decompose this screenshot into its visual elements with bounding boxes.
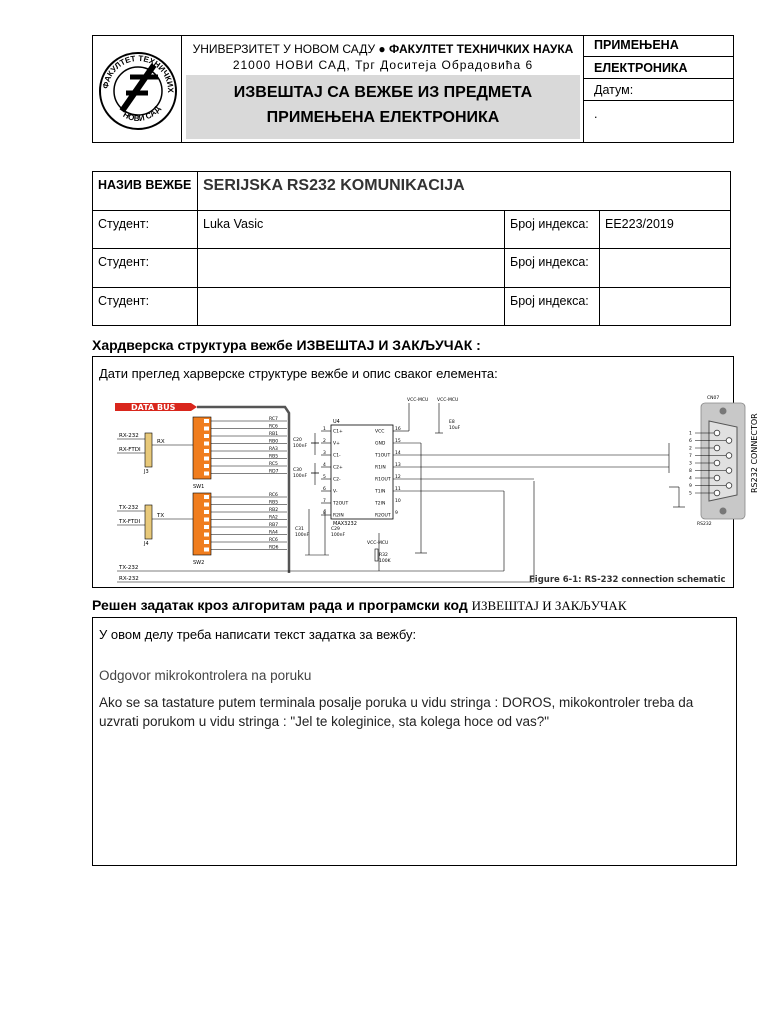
faculty-logo: [92, 35, 182, 143]
ic-pin-number: 2: [323, 439, 326, 444]
bus-line-label: RB5: [269, 500, 279, 506]
db9-pin-number: 8: [689, 469, 692, 474]
bus-line-label: RC6: [269, 493, 278, 499]
bus-line-label: RA2: [269, 515, 278, 521]
student-name: Luka Vasic: [198, 211, 505, 249]
student-row: [93, 249, 731, 288]
switch-label: SW1: [193, 484, 205, 490]
db9-pin: [726, 483, 732, 489]
ic-pin-name: VCC: [375, 429, 385, 435]
date-value: .: [594, 107, 598, 121]
ic-pin-number: 10: [395, 499, 401, 504]
switch-key: [204, 548, 209, 552]
switch-key: [204, 518, 209, 522]
db9-pin-number: 5: [689, 491, 692, 497]
index-label: Број индекса:: [505, 211, 600, 249]
switch-key: [204, 457, 209, 461]
report-title-line2: ПРИМЕЊЕНА ЕЛЕКТРОНИКА: [266, 109, 500, 126]
index-label: Број индекса:: [505, 249, 600, 288]
logo-text-bottom: НОВИ САД: [121, 104, 163, 124]
vcc-label: VCC-MCU: [407, 398, 429, 403]
student-row: [93, 288, 731, 326]
student-label: Студент:: [93, 211, 198, 249]
faculty-name: ФАКУЛТЕТ ТЕХНИЧКИХ НАУКА: [389, 42, 574, 56]
report-title-box: [186, 75, 580, 139]
exercise-name-value: SERIJSKA RS232 KOMUNIKACIJA: [198, 172, 731, 211]
university-line: [182, 42, 584, 56]
date-label: Датум:: [584, 79, 734, 101]
student-name: [198, 288, 505, 326]
index-value: [600, 249, 731, 288]
bus-line-label: RC6: [269, 538, 278, 544]
db9-pin: [726, 453, 732, 459]
ic-pin-name: R2OUT: [375, 513, 391, 519]
ic-pin-number: 12: [395, 475, 401, 480]
db9-pin: [714, 430, 720, 436]
index-value: [600, 288, 731, 326]
db9-pin: [714, 445, 720, 451]
rs232-schematic: [109, 393, 759, 587]
bus-line-label: RB0: [269, 439, 279, 445]
student-label: Студент:: [93, 288, 198, 326]
db9-pin-number: 3: [689, 461, 692, 467]
db9-pin-number: 1: [689, 431, 692, 437]
ic-pin-number: 16: [395, 427, 401, 432]
switch-sw1: [193, 417, 211, 479]
cap-label: 100nF: [295, 533, 310, 538]
bus-line-label: RA3: [269, 447, 278, 453]
cap-label: 100nF: [331, 533, 346, 538]
solution-section-title: [92, 597, 627, 614]
data-bus-label: DATA BUS: [131, 403, 176, 412]
switch-key: [204, 510, 209, 514]
address: 21000 НОВИ САД, Трг Доситеја Обрадовића 6: [232, 58, 534, 72]
logo-text-top: ФАКУЛТЕТ ТЕХНИЧКИХ: [100, 53, 176, 93]
bus-line-label: RC5: [269, 462, 278, 468]
report-title-line1: ИЗВЕШТАЈ СА ВЕЖБЕ ИЗ ПРЕДМЕТА: [233, 84, 533, 101]
ic-pin-name: C1-: [333, 453, 341, 459]
ic-pin-number: 15: [395, 439, 401, 444]
ic-pin-number: 6: [323, 487, 326, 492]
ic-pin-number: 7: [323, 499, 326, 504]
ic-pin-name: T1IN: [375, 489, 386, 495]
jumper-j4: [145, 505, 152, 539]
switch-key: [204, 419, 209, 423]
ic-pin-number: 8: [323, 511, 326, 516]
ic-pin-number: 14: [395, 451, 401, 456]
solution-box: [92, 617, 737, 866]
switch-key: [204, 442, 209, 446]
cap-label: 100nF: [293, 474, 308, 479]
student-row: [93, 211, 731, 249]
cap-label: 100nF: [293, 444, 308, 449]
rx-label: RX-FTDI: [119, 447, 141, 453]
hardware-section-title: Хардверска структура вежбе ИЗВЕШТАЈ И ЗАКЉУЧАК :: [92, 337, 481, 353]
ic-pin-number: 5: [323, 475, 326, 480]
db9-pin-number: 7: [689, 454, 692, 459]
db9-pin-number: 6: [689, 439, 692, 444]
ic-pin-name: T1OUT: [375, 453, 391, 459]
header-right: [584, 35, 734, 143]
db9-pin: [714, 490, 720, 496]
solution-body: Ako se sa tastature putem terminala posalje poruka u vidu stringa : DOROS, mikokontroler treba da uzvrati porukom u vidu stringa : "Jel te koleginice, sta kolega hoce od vas?": [99, 695, 694, 729]
vcc-label-2: VCC-MCU: [437, 398, 459, 403]
ic-pin-number: 11: [395, 487, 401, 492]
exercise-info-table: [92, 171, 731, 326]
hardware-box: [92, 356, 759, 588]
res-label: 100K: [379, 559, 391, 564]
svg-text:ФАКУЛТЕТ ТЕХНИЧКИХ НАУКА: [92, 35, 175, 94]
db9-pin: [714, 475, 720, 481]
vcc-label-3: VCC-MCU: [367, 541, 389, 546]
ic-part: MAX3232: [333, 521, 357, 527]
switch-key: [204, 472, 209, 476]
bus-line-label: RB7: [269, 523, 279, 529]
ic-pin-name: C1+: [333, 429, 343, 435]
solution-title-suffix: ИЗВЕШТАЈ И ЗАКЉУЧАК: [471, 598, 627, 613]
bus-line-label: RB2: [269, 508, 279, 514]
subject-line1: ПРИМЕЊЕНА: [584, 35, 734, 57]
subject-line2: ЕЛЕКТРОНИКА: [584, 57, 734, 79]
ic-pin-name: V-: [333, 489, 338, 495]
switch-key: [204, 464, 209, 468]
ic-pin-name: C2+: [333, 465, 343, 471]
db9-pin: [726, 438, 732, 444]
cap-label: C30: [293, 468, 302, 473]
ic-pin-name: GND: [375, 441, 386, 447]
ic-pin-name: V+: [333, 441, 340, 447]
switch-key: [204, 449, 209, 453]
hardware-prompt: Дати преглед харверске структуре вежбе и опис сваког елемента:: [99, 366, 498, 381]
rx-tag: RX: [157, 439, 165, 445]
tx-tag: TX: [157, 513, 165, 519]
switch-key: [204, 525, 209, 529]
connector-part: RS232: [697, 522, 712, 527]
bus-line-label: RC7: [269, 417, 278, 423]
jumper-label: J3: [144, 469, 149, 475]
switch-key: [204, 503, 209, 507]
jumper-j3: [145, 433, 152, 467]
ic-pin-name: C2-: [333, 477, 341, 483]
figure-caption: Figure 6-1: RS-232 connection schematic: [529, 575, 726, 585]
cap-label: 10uF: [449, 426, 461, 431]
connector-ref: CN07: [707, 396, 720, 401]
bus-line-label: RB5: [269, 454, 279, 460]
ic-pin-name: R1OUT: [375, 477, 391, 483]
ic-pin-number: 3: [323, 451, 326, 456]
cap-label: C29: [331, 527, 340, 532]
switch-key: [204, 540, 209, 544]
ic-pin-number: 4: [323, 463, 326, 468]
db9-pin: [726, 468, 732, 474]
ic-ref: U4: [333, 419, 340, 425]
switch-key: [204, 434, 209, 438]
switch-key: [204, 495, 209, 499]
cap-label: E8: [449, 420, 455, 425]
db9-pin: [714, 460, 720, 466]
bus-line-label: RD7: [269, 469, 279, 475]
db9-pin-number: 2: [689, 446, 692, 452]
solution-subtitle: Odgovor mikrokontrolera na poruku: [99, 668, 312, 683]
student-name: [198, 249, 505, 288]
ic-pin-number: 1: [323, 427, 326, 432]
db9-pin-number: 4: [689, 476, 692, 482]
exercise-name-label: НАЗИВ ВЕЖБЕ: [93, 172, 198, 211]
university-name: УНИВЕРЗИТЕТ У НОВОМ САДУ ●: [192, 42, 386, 56]
connector-label: RS232 CONNECTOR: [750, 413, 759, 493]
bottom-label: TX-232: [119, 565, 139, 571]
rx-label: RX-232: [119, 433, 139, 439]
ic-pin-name: R1IN: [375, 465, 386, 471]
cap-label: C31: [295, 527, 304, 532]
bottom-label: RX-232: [119, 576, 139, 582]
tx-label: TX-FTDI: [119, 519, 141, 525]
solution-title-main: Решен задатак кроз алгоритам рада и програмски код: [92, 597, 468, 613]
bus-line-label: RC6: [269, 424, 278, 430]
bus-line-label: RB1: [269, 432, 279, 438]
res-label: R32: [379, 553, 388, 558]
index-label: Број индекса:: [505, 288, 600, 326]
bus-line-label: RD6: [269, 545, 279, 551]
tx-label: TX-232: [119, 505, 139, 511]
student-label: Студент:: [93, 249, 198, 288]
db9-pin-number: 9: [689, 484, 692, 489]
switch-sw2: [193, 493, 211, 555]
switch-label: SW2: [193, 560, 205, 566]
ic-pin-name: R2IN: [333, 513, 344, 519]
index-value: EE223/2019: [600, 211, 731, 249]
cap-label: C20: [293, 438, 302, 443]
switch-key: [204, 533, 209, 537]
ic-pin-name: T2IN: [375, 501, 386, 507]
ic-pin-name: T2OUT: [333, 501, 349, 507]
bus-line-label: RA4: [269, 530, 278, 536]
switch-key: [204, 427, 209, 431]
header-center: [182, 35, 584, 143]
jumper-label: J4: [144, 541, 149, 547]
ic-pin-number: 9: [395, 511, 398, 516]
solution-prompt: У овом делу треба написати текст задатка за вежбу:: [99, 627, 417, 642]
ic-pin-number: 13: [395, 463, 401, 468]
